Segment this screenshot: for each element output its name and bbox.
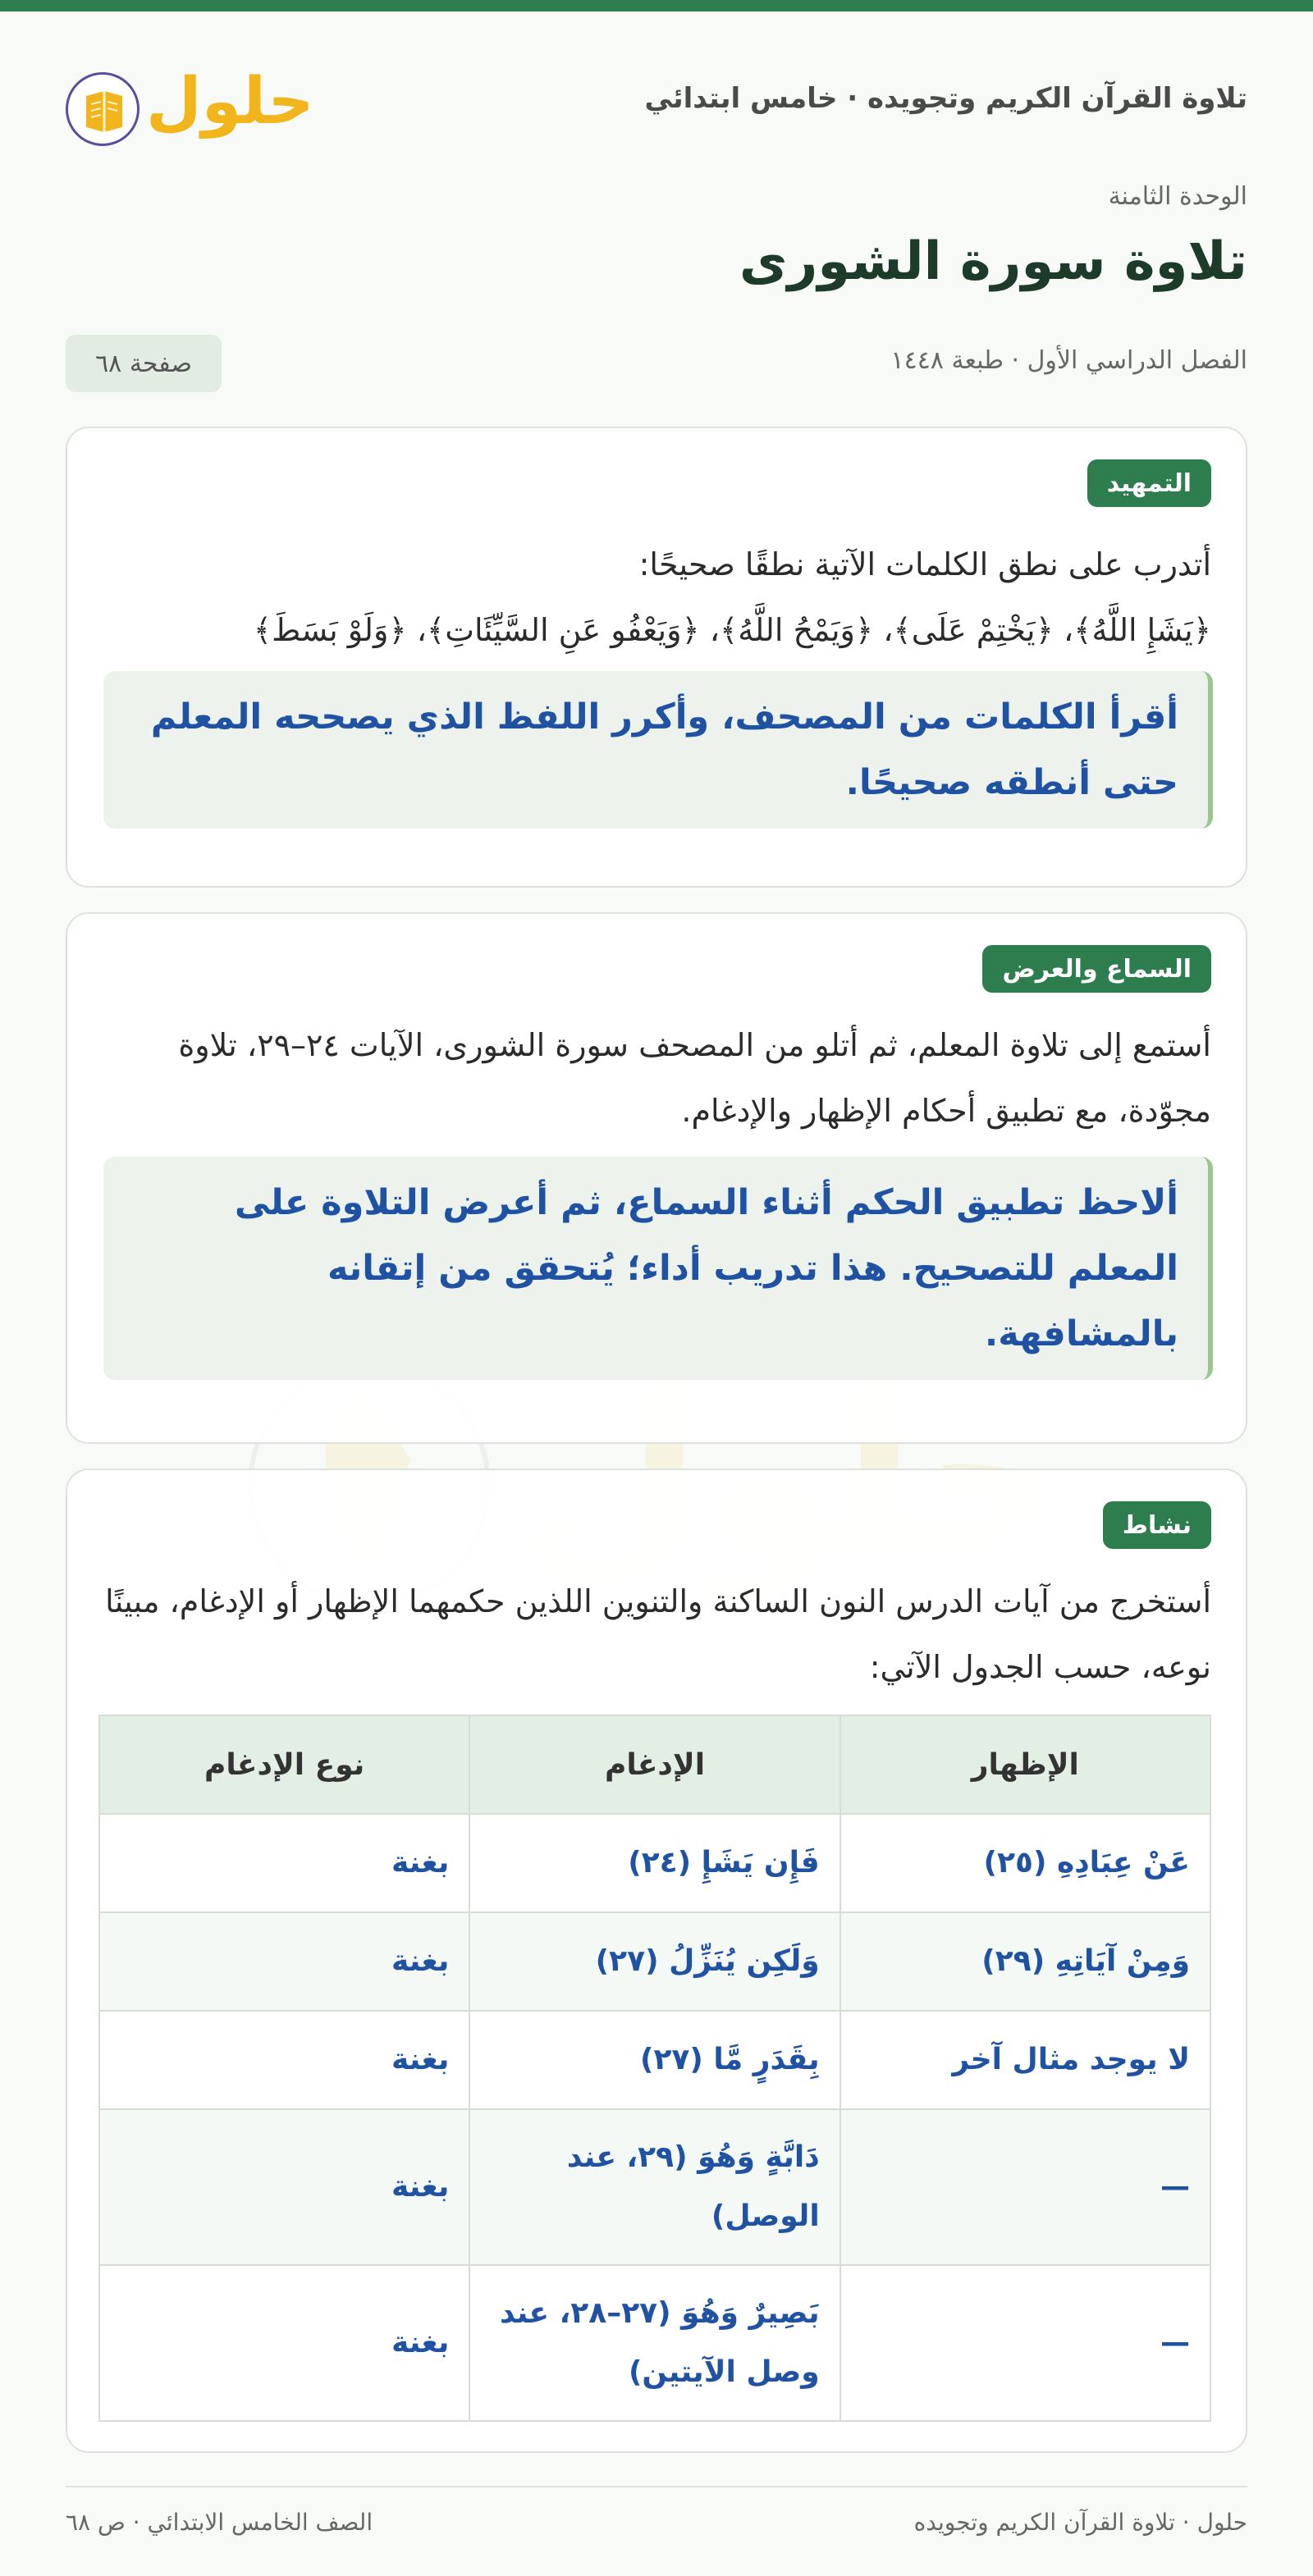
footer-divider <box>66 2486 1247 2487</box>
table-cell-idgham: فَإِن يَشَإِ (٢٤) <box>469 1814 839 1912</box>
listening-section-card <box>66 912 1247 1444</box>
table-row <box>99 2265 1210 2421</box>
table-row <box>99 1814 1210 1912</box>
intro-quran-words: ﴿يَشَإِ اللَّهُ﴾، ﴿يَخْتِمْ عَلَى﴾، ﴿وَيَمْحُ اللَّهُ﴾، ﴿وَيَعْفُو عَنِ السَّيِّئَاتِ﴾، ﴿وَلَوْ بَسَطَ﴾ <box>253 612 1211 648</box>
table-cell-izhar: وَمِنْ آيَاتِهِ (٢٩) <box>840 1912 1210 2011</box>
unit-label: الوحدة الثامنة <box>1108 182 1247 211</box>
brand-logo[interactable] <box>66 57 314 148</box>
section-tag-activity: نشاط <box>1103 1501 1211 1549</box>
intro-section-card <box>66 427 1247 888</box>
table-row <box>99 1912 1210 2011</box>
column-header-idgham: الإدغام <box>469 1715 839 1814</box>
page-title: تلاوة سورة الشورى <box>739 231 1247 292</box>
column-header-idgham-type: نوع الإدغام <box>99 1715 469 1814</box>
section-tag-listening: السماع والعرض <box>982 945 1211 993</box>
table-cell-idgham-type: بغنة <box>99 1912 469 2011</box>
table-row <box>99 2109 1210 2265</box>
table-cell-idgham-type: بغنة <box>99 2265 469 2421</box>
page-header <box>66 57 1247 148</box>
table-cell-idgham: وَلَكِن يُنَزِّلُ (٢٧) <box>469 1912 839 2011</box>
table-cell-izhar: — <box>840 2265 1210 2421</box>
table-cell-idgham: دَابَّةٍ وَهُوَ (٢٩، عند الوصل) <box>469 2109 839 2265</box>
listening-note: ألاحظ تطبيق الحكم أثناء السماع، ثم أعرض التلاوة على المعلم للتصحيح. هذا تدريب أداء؛ يُتحقق من إتقانه بالمشافهة. <box>103 1157 1213 1380</box>
table-cell-izhar: لا يوجد مثال آخر <box>840 2011 1210 2109</box>
table-cell-izhar: عَنْ عِبَادِهِ (٢٥) <box>840 1814 1210 1912</box>
table-cell-idgham-type: بغنة <box>99 1814 469 1912</box>
top-accent-bar <box>0 0 1313 11</box>
table-cell-idgham-type: بغنة <box>99 2109 469 2265</box>
edition-meta: الفصل الدراسي الأول · طبعة ١٤٤٨ <box>890 346 1247 375</box>
table-cell-idgham-type: بغنة <box>99 2011 469 2109</box>
table-cell-idgham: بِقَدَرٍ مَّا (٢٧) <box>469 2011 839 2109</box>
section-tag-intro: التمهيد <box>1087 459 1211 507</box>
table-header-row <box>99 1715 1210 1814</box>
logo-wordmark <box>140 57 361 148</box>
listening-instruction: أستمع إلى تلاوة المعلم، ثم أتلو من المصحف سورة الشورى، الآيات ٢٤–٢٩، تلاوة مجوّدة، مع تطبيق أحكام الإظهار والإدغام. <box>178 1027 1211 1129</box>
logo-emblem-icon <box>66 72 140 146</box>
izhar-idgham-table <box>98 1715 1211 2422</box>
activity-instruction: أستخرج من آيات الدرس النون الساكنة والتنوين اللذين حكمهما الإظهار أو الإدغام، مبينًا نوعه، حسب الجدول الآتي: <box>105 1583 1211 1685</box>
logo-text: حلول <box>146 65 314 139</box>
intro-instruction: أتدرب على نطق الكلمات الآتية نطقًا صحيحًا: <box>638 546 1211 582</box>
footer-course: حلول · تلاوة القرآن الكريم وتجويده <box>913 2509 1247 2536</box>
activity-section-card <box>66 1468 1247 2453</box>
intro-note: أقرأ الكلمات من المصحف، وأكرر اللفظ الذي يصححه المعلم حتى أنطقه صحيحًا. <box>103 671 1213 829</box>
page-number-badge: صفحة ٦٨ <box>66 335 222 392</box>
course-title: تلاوة القرآن الكريم وتجويده · خامس ابتدائي <box>644 82 1247 115</box>
table-row <box>99 2011 1210 2109</box>
column-header-izhar: الإظهار <box>840 1715 1210 1814</box>
footer-page-ref: الصف الخامس الابتدائي · ص ٦٨ <box>66 2509 373 2536</box>
table-cell-idgham: بَصِيرٌ وَهُوَ (٢٧–٢٨، عند وصل الآيتين) <box>469 2265 839 2421</box>
table-cell-izhar: — <box>840 2109 1210 2265</box>
